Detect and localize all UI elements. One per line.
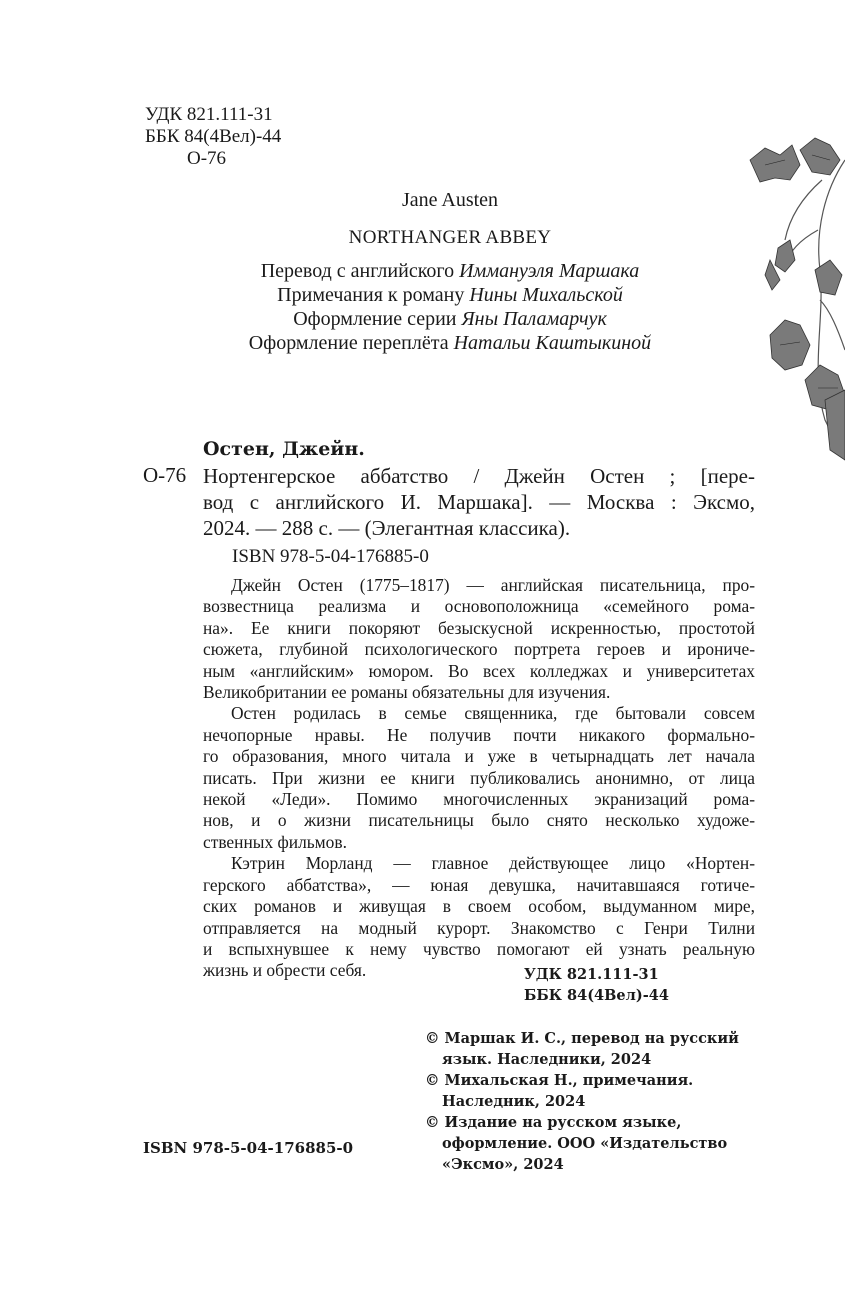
abstract-line: Остен родилась в семье священника, где бытовали совсем (231, 703, 755, 724)
copyright-translation-cont: язык. Наследники, 2024 (442, 1051, 652, 1068)
abstract-line: на». Ее книги покоряют безыскусной искренностью, простотой (203, 617, 755, 638)
abstract-line: герского аббатства», — юная девушка, начитавшаяся готиче- (203, 874, 755, 895)
catalog-author: Остен, Джейн. (203, 438, 365, 460)
credit-line-translation: Перевод с английского Иммануэля Маршака (260, 260, 640, 282)
credit-line-binding-design: Оформление переплёта Натальи Каштыкиной (248, 332, 652, 354)
copyright-notes-cont: Наследник, 2024 (442, 1093, 586, 1110)
abstract-line: Великобритании ее романы обязательны для изучения. (203, 682, 611, 703)
credits-block (130, 259, 770, 355)
isbn-bottom: ISBN 978-5-04-176885-0 (143, 1139, 354, 1157)
abstract-line: писать. При жизни ее книги публиковались анонимно, от лица (203, 767, 755, 788)
catalog-line: 2024. — 288 с. — (Элегантная классика). (203, 516, 571, 540)
abstract-line: сюжета, глубиной психологического портрета героев и ирониче- (203, 639, 755, 660)
botanical-illustration-icon (730, 120, 845, 470)
credit-line-series-design: Оформление серии Яны Паламарчук (293, 308, 607, 330)
abstract-line: Кэтрин Морланд — главное действующее лицо «Нортен- (231, 853, 755, 874)
credit-line-notes: Примечания к роману Нины Михальской (277, 284, 623, 306)
copyright-edition-cont: оформление. ООО «Издательство (442, 1135, 728, 1152)
abstract-line: ских романов и живущая в своем особом, выдуманном мире, (203, 896, 755, 917)
udk-code-bottom: УДК 821.111-31 (524, 966, 659, 983)
catalog-line: Нортенгерское аббатство / Джейн Остен ; [пере- (203, 464, 755, 488)
copyright-block (425, 1028, 765, 1175)
copyright-notes: © Михальская Н., примечания. (425, 1072, 694, 1089)
copyright-edition-cont: «Эксмо», 2024 (442, 1156, 564, 1173)
udk-code: УДК 821.111-31 (145, 104, 273, 125)
bbk-code: ББК 84(4Вел)-44 (145, 126, 282, 147)
abstract-line: Джейн Остен (1775–1817) — английская писательница, про- (231, 575, 755, 595)
original-author: Jane Austen (401, 189, 499, 211)
copyright-translation: © Маршак И. С., перевод на русский (425, 1030, 739, 1047)
copyright-edition: © Издание на русском языке, (425, 1114, 682, 1131)
bbk-code-bottom: ББК 84(4Вел)-44 (524, 987, 669, 1004)
abstract-line: ственных фильмов. (203, 831, 347, 852)
abstract-line: нечопорные нравы. Не получив почти никакого формально- (203, 724, 755, 745)
classification-codes-top (145, 104, 281, 170)
abstract-line: жизнь и обрести себя. (203, 960, 367, 981)
catalog-entry (203, 463, 755, 541)
abstract-line: го образования, много читала и уже в четырнадцать лет начала (203, 746, 755, 767)
abstract-line: и вспыхнувшее к нему чувство помогают ей узнать реальную (203, 938, 755, 959)
catalog-line: вод с английского И. Маршака]. — Москва : Эксмо, (203, 490, 755, 514)
catalog-author-mark: О-76 (143, 463, 187, 487)
abstract-line: ным «английским» юмором. Во всех колледжах и университетах (203, 660, 755, 681)
original-title: NORTHANGER ABBEY (348, 227, 552, 248)
abstract-line: некой «Леди». Помимо многочисленных экранизаций рома- (203, 789, 755, 810)
author-mark-code: О-76 (187, 148, 227, 169)
abstract-line: отправляется на модный курорт. Знакомство с Генри Тилни (203, 917, 755, 938)
abstract-line: нов, и о жизни писательницы было снято несколько художе- (203, 810, 755, 831)
abstract-line: возвестница реализма и основоположница «семейного рома- (203, 596, 755, 617)
abstract (203, 575, 755, 982)
classification-codes-bottom (524, 964, 669, 1006)
catalog-isbn: ISBN 978-5-04-176885-0 (232, 546, 429, 567)
